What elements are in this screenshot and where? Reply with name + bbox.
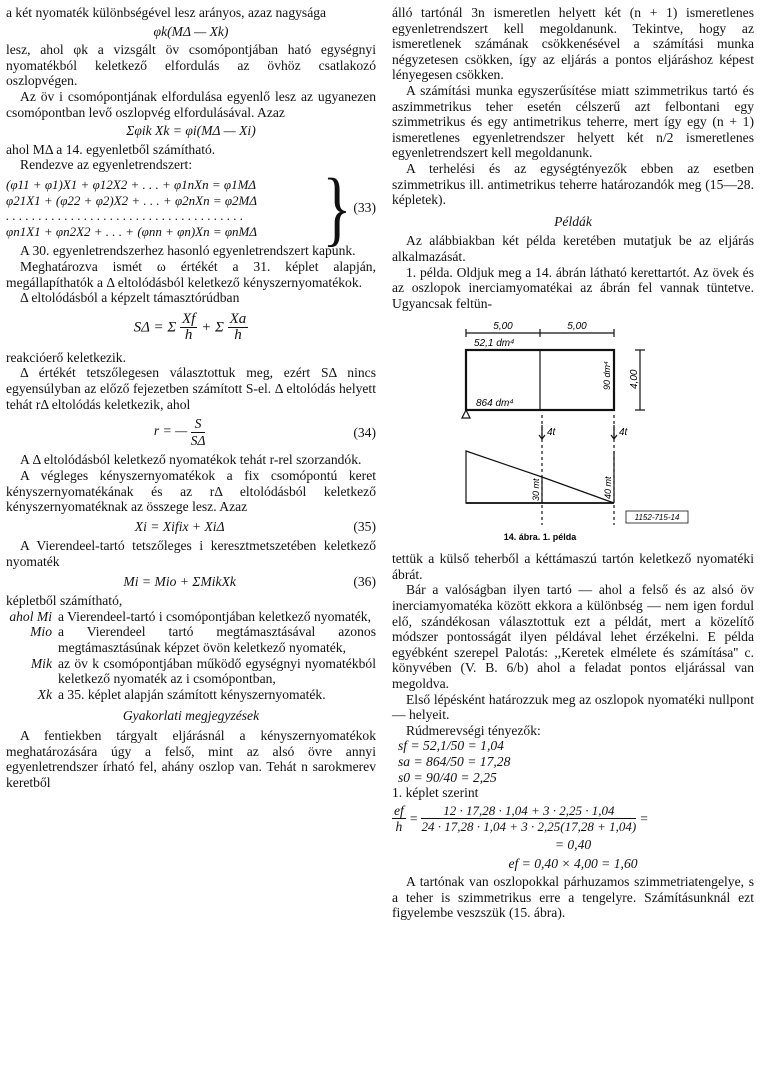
paragraph: 1. példa. Oldjuk meg a 14. ábrán látható kerettartót. Az övek és az oszlopok inerciamyomatékai az ábrán fel vannak tüntetve. Ugyancsak feltün- [392,264,754,311]
paragraph: Bár a valóságban ilyen tartó — ahol a felső és az alsó öv inerciamyomatéka között ekkora a különbség — nem igen fordul elő, szándékosan választottuk ezt a példát, mert a közelítő módszer pontosságát ilyen példával lehet érzékelni. E példa egyébként szerepel Palotás: ,,Keretek elmélete és számítása'' c. könyvében (V. B. 6/b) ahol a feladat pontos eljárással van megoldva. [392,582,754,692]
equation: r = — $\frac{S}{S\Delta}$ (34) [153,416,376,448]
stiffness-values [392,738,754,785]
paragraph: Rúdmerevségi tényezők: [406,722,541,738]
paragraph: képletből számítható, [6,593,123,609]
equation-row: φ21X1 + (φ22 + φ2)X2 + . . . + φ2nXn = φ2MΔ [6,192,258,208]
paragraph: Δ eltolódásból a képzelt támasztórúdban [20,290,240,306]
paragraph: ahol MΔ a 14. egyenletből számítható. [6,141,216,157]
definition: Mik az öv k csomópontjában működő egységnyi nyomatékból keletkező nyomaték az i csomópontban, [30,655,376,687]
paragraph: A Vierendeel-tartó tetszőleges i keresztmetszetében keletkező nyomaték [6,538,376,569]
dimension-label: 5,00 [493,321,513,333]
moment-label: 30 mt [531,478,541,502]
figure-reference: 1152-715-14 [634,513,680,523]
equation: φk(MΔ — Xk) [153,23,229,39]
paragraph: Az öv i csomópontjának elfordulása egyenlő lesz az ugyanezen csomópontban levő oszlopvég elfordulásával. Azaz [6,88,376,120]
formula-line: s0 = 90/40 = 2,25 [398,769,497,785]
paragraph: Meghatározva ismét ω értékét a 31. képlet alapján, megállapíthatók a Δ eltolódásból keletkező kényszernyomatékok. [6,258,376,290]
equation: SΔ = Σ $\frac{Xf}{h}$ + Σ $\frac{Xa}{h}$ [133,310,247,344]
paragraph: Rendezve az egyenletrendszert: [20,157,193,173]
equation-number: (33) [353,200,376,216]
paragraph: 1. képlet szerint [392,785,479,801]
equation-row: . . . . . . . . . . . . . . . . . . . . . . . . . . . . . . . . . . . . . [6,208,244,224]
equation-row: φn1X1 + φn2X2 + . . . + (φnn + φn)Xn = φnMΔ [6,223,258,239]
left-column [6,5,376,790]
figure-14-frame-diagram [392,315,754,547]
formula-line: sa = 864/50 = 17,28 [398,754,511,769]
paragraph: Az alábbiakban két példa keretében mutatjuk be az eljárás alkalmazását. [392,233,754,264]
paragraph: A tartónak van oszlopokkal párhuzamos szimmetriatengelye, s a teher is szimmetrikus erre a tengelyre. Számításunknál ezt figyelembe veszszük (15. ábra). [392,874,754,921]
paragraph: A terhelési és az egységtényezők ebben az esetben szimmetrikus ill. antimetrikus teherre határozandók meg (15—28. képletek). [392,160,754,208]
inertia-label: 52,1 dm⁴ [474,338,515,350]
definition: Mio a Vierendeel tartó megtámasztásával azonos megtámasztásúnak képzet övön keletkező nyomaték, [30,624,376,655]
inertia-label: 90 dm⁴ [602,361,612,391]
definition: Xk a 35. képlet alapján számított kényszernyomaték. [37,686,326,702]
paragraph: lesz, ahol φk a vizsgált öv csomópontjában ható egységnyi nyomatékból keletkező elfordulás az övhöz csatlakozó oszlopvégen. [6,42,376,89]
paragraph: Δ értékét tetszőlegesen választottuk meg, ezért SΔ nincs egyensúlyban az előző fejezetben számított S-el. Δ eltolódás helyett tehát rΔ eltolódás keletkezik, ahol [6,365,376,412]
section-heading: Példák [554,213,592,229]
formula-line: sf = 52,1/50 = 1,04 [398,738,504,754]
inertia-label: 864 dm⁴ [476,398,514,410]
paragraph: Első lépésként határozzuk meg az oszlopok nyomatéki nullpont — helyeit. [392,691,754,723]
right-column [392,5,754,921]
load-label: 4t [619,427,628,439]
definition: ahol Mi a Vierendeel-tartó i csomópontjában keletkező nyomaték, [9,608,371,624]
moment-label: 40 mt [603,476,613,500]
dimension-label: 5,00 [567,321,587,333]
calculation-final: ef = 0,40 × 4,00 = 1,60 [508,855,638,871]
equation: Mi = Mio + ΣMikXk (36) [123,573,376,589]
equation: Xi = Xifix + XiΔ (35) [134,518,376,534]
figure-caption: 14. ábra. 1. példa [503,532,577,543]
load-label: 4t [547,427,556,439]
brace: } [322,161,352,255]
section-heading: Gyakorlati megjegyzések [122,708,260,724]
calculation-result: = 0,40 [554,836,592,852]
paragraph: álló tartónál 3n ismeretlen helyett két (n + 1) ismeretlenes egyenletrendszert kell megoldanunk. Tekintve, hogy az ismeretlenek számának csökkenésével a számítási munka négyzetesen csökken, így az eljárás a pontos eljáráshoz képest lényegesen csökken. [392,5,754,83]
paragraph: A Δ eltolódásból keletkező nyomatékok tehát r-rel szorzandók. [20,452,362,468]
definition-list [6,609,376,703]
paragraph: A végleges kényszernyomatékok a fix csomópontú keret kényszernyomatékának és az rΔ eltolódásból keletkező kényszernyomatéknak az összege lesz. Azaz [6,468,376,515]
paragraph: A fentiekben tárgyalt eljárásnál a kényszernyomatékok meghatározására úgy a felső, mint az alsó övre annyi egyenletrendszer írható fel, ahány oszlop van. Tehát n sarokmerev keretből [6,727,376,790]
paragraph: A számítási munka egyszerűsítése miatt szimmetrikus tartó és aszimmetrikus teher esetén célszerű azt felbontani egy szimmetrikus és egy antimetrikus teherre, mert így egy (n + 1) ismeretlenes egyenletrendszer helyett két n/2 ismeretlenes egyenletrendszert kell megoldanunk. [392,82,754,161]
height-label: 4,00 [629,369,640,390]
paragraph: reakcióerő keletkezik. [6,349,127,365]
paragraph: a két nyomaték különbségével lesz arányos, azaz nagysága [6,5,327,20]
equation-row: (φ11 + φ1)X1 + φ12X2 + . . . + φ1nXn = φ1MΔ [6,176,257,192]
paragraph: A 30. egyenletrendszerhez hasonló egyenletrendszert kapunk. [20,243,356,259]
equation: Σφik Xk = φi(MΔ — Xi) [126,123,256,139]
paragraph: tettük a külső teherből a kéttámaszú tartón keletkező nyomatéki ábrát. [392,551,754,582]
calculation: $\frac{ef}{h}$ = $\frac{12 \cdot 17,28 \cdot 1,04 + 3 \cdot 2,25 \cdot 1,04}{24 \cdot 17,28 \cdot 1,04 + 3 \cdot 2,25(17,28 + 1,04)}$ = [394,802,648,835]
